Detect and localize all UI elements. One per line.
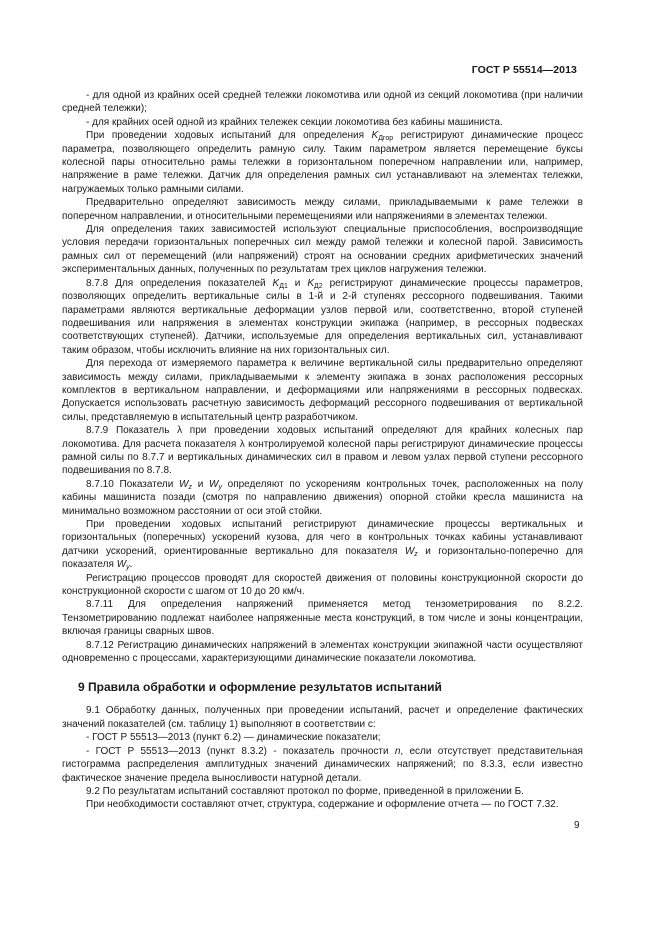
paragraph: 8.7.8 Для определения показателей $K_{Д1}$ и $K_{Д2}$ регистрируют динамические процессы параметров, позволяющих определить вертикальные силы в 1-й и 2-й ступенях рессорного подвешивания. Такими параметрами являются вертикальные деформации узлов первой или, соответственно, второй ступеней подвешивания или напряжения в элементах конструкции экипажа (например, в рессорных подвесках соответствующих ступеней). Датчики, используемые для определения вертикальных сил, устанавливают таким образом, чтобы исключить влияние на них горизонтальных сил. xyxy=(62,277,583,356)
paragraph: 8.7.11 Для определения напряжений применяется метод тензометрирования по 8.2.2. Тензометрированию подлежат наиболее напряженные места конструкций, в том числе и зоны концентрации, включая границы сварных швов. xyxy=(62,599,583,638)
paragraph: Предварительно определяют зависимость между силами, прикладываемыми к раме тележки в поперечном направлении, и относительными перемещениями или напряжениями в элементах тележки. xyxy=(62,197,583,222)
list-item: - ГОСТ Р 55513—2013 (пункт 8.3.2) - показатель прочности n, если отсутствует представительная гистограмма распределения амплитудных значений динамических напряжений; по 8.3.3, если известно фактическое значение предела выносливости натурной детали. xyxy=(62,745,583,784)
list-item: - для крайних осей одной из крайних тележек секции локомотива без кабины машиниста. xyxy=(86,116,503,128)
paragraph: 8.7.12 Регистрацию динамических напряжений в элементах конструкции экипажной части осуществляют одновременно с процессами, характеризующими динамические показатели локомотива. xyxy=(62,639,583,665)
paragraph: 9.1 Обработку данных, полученных при проведении испытаний, расчет и определение фактических значений показателей (см. таблицу 1) выполняют в соответствии с: xyxy=(62,705,583,730)
paragraph: Для перехода от измеряемого параметра к величине вертикальной силы предварительно определяют зависимость между силами, прикладываемыми к элементу экипажа в зонах расположения рессорных комплектов в вертикальном направлении, и деформациями или напряжениями в рессорных подвесках. Допускается использовать расчетную зависимость деформаций рессорного подвешивания от вертикальной силы, представляемую в испытательный центр разработчиком. xyxy=(62,358,583,423)
page-number: 9 xyxy=(574,820,580,831)
paragraph: 8.7.10 Показатели $W_z$ и $W_y$ определяют по ускорениям контрольных точек, расположенных на полу кабины машиниста позади (смотря по направлению движения) опорной стойки кресла машиниста на минимально возможном расстоянии от оси этой стойки. xyxy=(62,478,583,517)
list-item: - ГОСТ Р 55513—2013 (пункт 6.2) — динамические показатели; xyxy=(86,732,381,744)
document-designation: ГОСТ Р 55514—2013 xyxy=(471,64,577,76)
list-item: - для одной из крайних осей средней тележки локомотива или одной из секций локомотива (при наличии средней тележки); xyxy=(62,90,583,115)
paragraph: При необходимости составляют отчет, структура, содержание и оформление отчета — по ГОСТ 7.32. xyxy=(86,799,559,811)
paragraph: Для определения таких зависимостей используют специальные приспособления, воспроизводящие условия передачи горизонтальных поперечных сил между рамой тележки и колесной парой. Зависимость рамных сил от перемещений (или напряжений) строят на основании средних арифметических значений экспериментальных данных, полученных по результатам трех циклов нагружения тележки. xyxy=(62,224,583,276)
paragraph: При проведении ходовых испытаний регистрируют динамические процессы вертикальных и горизонтальных (поперечных) ускорений кузова, для чего в контрольных точках кабины устанавливают датчики ускорений, ориентированные вертикально для показателя $W_z$ и горизонтально-поперечно для показателя $W_y$. xyxy=(62,519,583,572)
paragraph: Регистрацию процессов проводят для скоростей движения от половины конструкционной скорости до конструкционной скорости с шагом от 10 до 20 км/ч. xyxy=(62,572,583,598)
paragraph: 8.7.9 Показатель λ при проведении ходовых испытаний определяют для крайних колесных пар локомотива. Для расчета показателя λ контролируемой колесной пары регистрируют динамические процессы рамной силы по 8.7.7 и вертикальных динамических сил в правом и левом узлах первой ступени рессорного подвешивания по 8.7.8. xyxy=(62,425,583,477)
paragraph: При проведении ходовых испытаний для определения $K_{Дгор}$ регистрируют динамические процесс параметра, позволяющего определить рамную силу. Таким параметром является перемещение буксы колесной пары относительно рамы тележки в горизонтальном поперечном направлении или, например, напряжение в раме тележки. Датчик для определения рамных сил устанавливают на элементах тележки, нагружаемых только рамными силами. xyxy=(62,130,584,195)
paragraph: 9.2 По результатам испытаний составляют протокол по форме, приведенной в приложении Б. xyxy=(86,785,524,797)
document-body xyxy=(62,89,583,812)
section-heading: 9 Правила обработки и оформление результатов испытаний xyxy=(78,680,442,695)
